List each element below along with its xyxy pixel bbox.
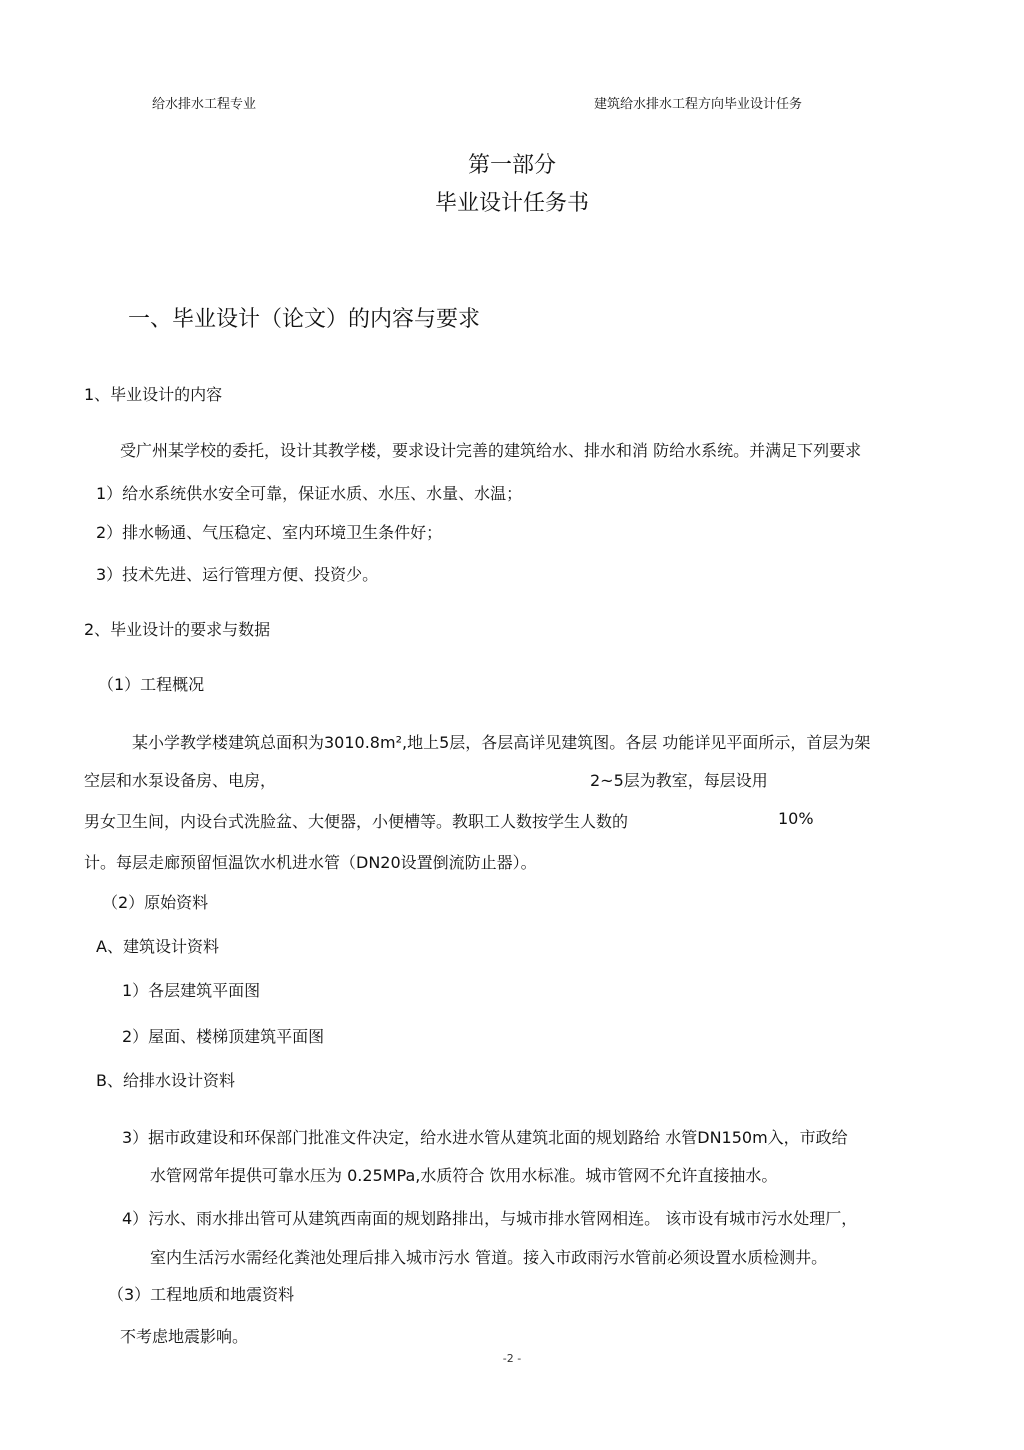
s2-p3: 不考虑地震影响。 xyxy=(120,1327,249,1346)
s2-p1-line2a: 空层和水泵设备房、电房， xyxy=(84,771,277,790)
page-number: -2 - xyxy=(502,1352,522,1365)
s1-item-1: 1）给水系统供水安全可靠，保证水质、水压、水量、水温； xyxy=(96,484,523,503)
s2-b-heading: B、给排水设计资料 xyxy=(96,1071,235,1090)
s2-b4-line1: 4）污水、雨水排出管可从建筑西南面的规划路排出，与城市排水管网相连。 该市设有城市污水处理厂， xyxy=(122,1209,858,1228)
s2-sub2: （2）原始资料 xyxy=(102,893,209,912)
header-left: 给水排水工程专业 xyxy=(152,97,257,112)
title-part: 第一部分 xyxy=(467,153,556,178)
header-right: 建筑给水排水工程方向毕业设计任务 xyxy=(594,97,803,112)
s2-p1-line1: 某小学教学楼建筑总面积为3010.8m²,地上5层，各层高详见建筑图。各层 功能详见平面所示，首层为架 xyxy=(132,733,871,752)
s1-paragraph: 受广州某学校的委托，设计其教学楼，要求设计完善的建筑给水、排水和消 防给水系统。并满足下列要求 xyxy=(120,441,862,460)
s2-b4-line2: 室内生活污水需经化粪池处理后排入城市污水 管道。接入市政雨污水管前必须设置水质检测井。 xyxy=(150,1248,828,1267)
s2-b3-line1: 3）据市政建设和环保部门批准文件决定，给水进水管从建筑北面的规划路给 水管DN150m入，市政给 xyxy=(122,1128,848,1147)
s2-sub3: （3）工程地质和地震资料 xyxy=(108,1285,295,1304)
s2-p1-line2b: 2~5层为教室，每层设用 xyxy=(590,771,768,790)
s2-sub1: （1）工程概况 xyxy=(98,675,205,694)
s2-a-heading: A、建筑设计资料 xyxy=(96,937,219,956)
title-main: 毕业设计任务书 xyxy=(434,191,589,216)
s2-b3-line2: 水管网常年提供可靠水压为 0.25MPa,水质符合 饮用水标准。城市管网不允许直接抽水。 xyxy=(150,1166,778,1185)
s2-p1-line3b: 10% xyxy=(778,809,814,828)
s1-item-2: 2）排水畅通、气压稳定、室内环境卫生条件好； xyxy=(96,523,443,542)
s1-heading: 1、毕业设计的内容 xyxy=(84,385,223,404)
s2-heading: 2、毕业设计的要求与数据 xyxy=(84,620,271,639)
s1-item-3: 3）技术先进、运行管理方便、投资少。 xyxy=(96,565,379,584)
s2-p1-line4: 计。每层走廊预留恒温饮水机进水管（DN20设置倒流防止器）。 xyxy=(84,853,537,872)
s2-p1-line3a: 男女卫生间，内设台式洗脸盆、大便器，小便槽等。教职工人数按学生人数的 xyxy=(84,812,629,831)
s2-a-item-2: 2）屋面、楼梯顶建筑平面图 xyxy=(122,1027,325,1046)
section-heading: 一、毕业设计（论文）的内容与要求 xyxy=(128,307,481,332)
s2-a-item-1: 1）各层建筑平面图 xyxy=(122,981,261,1000)
